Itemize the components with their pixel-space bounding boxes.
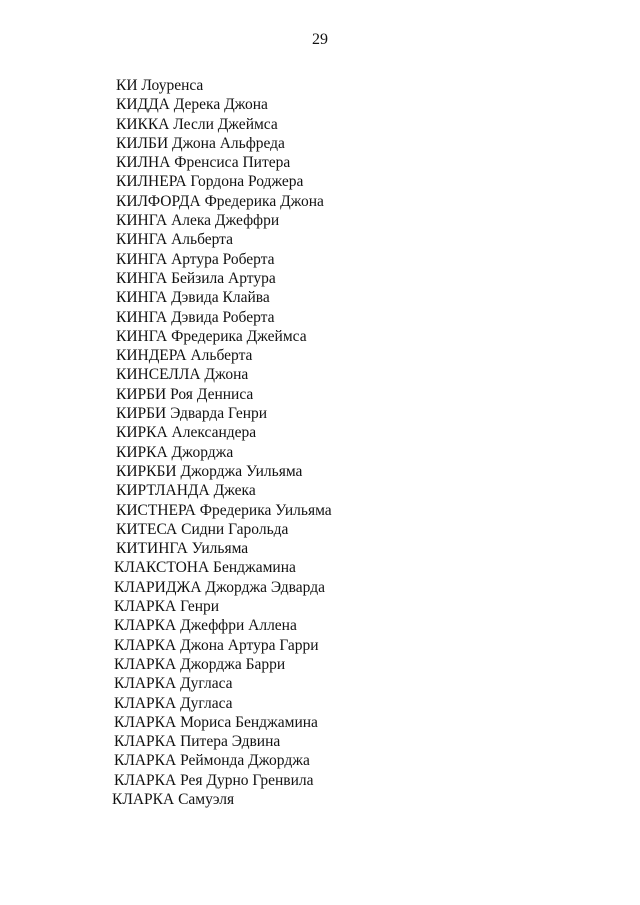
list-item: КИРБИ Роя Денниса — [116, 385, 254, 403]
page-number: 29 — [312, 31, 328, 48]
list-item: КИЛНЕРА Гордона Роджера — [116, 173, 304, 191]
list-item: КИНСЕЛЛА Джона — [116, 366, 249, 384]
list-item: КЛАРКА Генри — [114, 598, 220, 616]
list-item: КЛАРКА Мориса Бенджамина — [114, 713, 318, 731]
list-item: КИТЕСА Сидни Гарольда — [116, 520, 289, 538]
list-item: КИККА Лесли Джеймса — [116, 115, 278, 133]
list-item: КИНДЕРА Альберта — [116, 347, 253, 365]
list-item: КЛАРКА Джона Артура Гарри — [114, 636, 319, 654]
list-item: КИНГА Алека Джеффри — [116, 212, 280, 230]
list-item: КИНГА Дэвида Клайва — [116, 289, 270, 307]
list-item: КИРТЛАНДА Джека — [116, 482, 256, 500]
list-item: КИДДА Дерека Джона — [116, 96, 268, 114]
list-item: КЛАРИДЖА Джорджа Эдварда — [114, 578, 325, 596]
name-list — [112, 76, 332, 809]
list-item: КЛАРКА Реймонда Джорджа — [114, 752, 310, 770]
list-item: КЛАРКА Рея Дурно Гренвила — [114, 771, 314, 789]
list-item: КИЛБИ Джона Альфреда — [116, 134, 285, 152]
list-item: КЛАРКА Джорджа Барри — [114, 655, 286, 673]
list-item: КИНГА Артура Роберта — [116, 250, 275, 268]
list-item: КЛАРКА Джеффри Аллена — [114, 617, 297, 635]
list-item: КИНГА Дэвида Роберта — [116, 308, 275, 326]
list-item: КИСТНЕРА Фредерика Уильяма — [116, 501, 332, 519]
list-item: КИНГА Фредерика Джеймса — [116, 327, 307, 345]
list-item: КЛАРКА Дугласа — [114, 694, 233, 712]
list-item: КИЛФОРДА Фредерика Джона — [116, 192, 324, 210]
list-item: КИНГА Альберта — [116, 231, 234, 249]
list-item: КЛАРКА Дугласа — [114, 675, 233, 693]
list-item: КИРКА Александера — [116, 424, 257, 442]
list-item: КИНГА Бейзила Артура — [116, 269, 276, 287]
list-item: КИРБИ Эдварда Генри — [116, 405, 268, 423]
list-item: КИРКБИ Джорджа Уильяма — [116, 462, 303, 480]
list-item: КИЛНА Френсиса Питера — [116, 154, 291, 172]
list-item: КЛАРКА Самуэля — [112, 790, 235, 808]
list-item: КЛАКСТОНА Бенджамина — [114, 559, 296, 577]
list-item: КЛАРКА Питера Эдвина — [114, 733, 281, 751]
list-item: КИ Лоуренса — [116, 77, 204, 94]
list-item: КИРКА Джорджа — [116, 443, 234, 461]
list-item: КИТИНГА Уильяма — [116, 540, 249, 558]
